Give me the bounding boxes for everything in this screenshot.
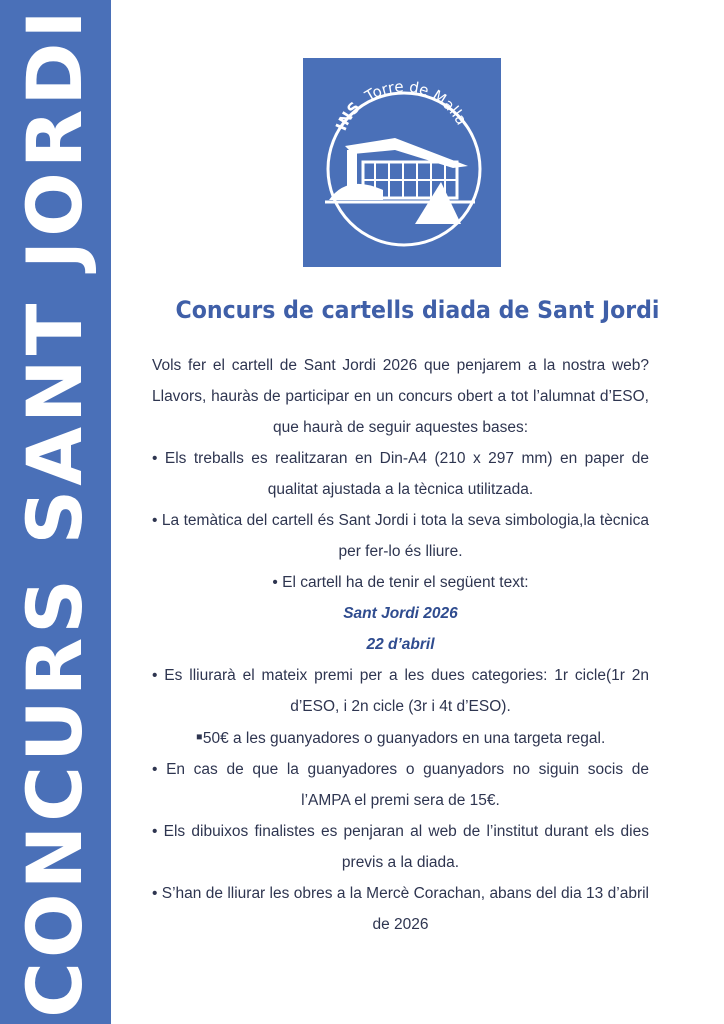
square-bullet-icon: ▪ (195, 726, 203, 748)
rule-prize-categories: • Es lliurarà el mateix premi per a les dues categories: 1r cicle(1r 2n d’ESO, i 2n cicle (3r i 4t d’ESO). (152, 667, 649, 715)
page-title: Concurs de cartells diada de Sant Jordi (175, 296, 660, 324)
vertical-title: CONCURS SANT JORDI (10, 6, 99, 1018)
building-icon (325, 138, 475, 224)
required-text-line-1: Sant Jordi 2026 (343, 605, 458, 622)
rule-theme: • La temàtica del cartell és Sant Jordi i tota la seva simbologia,la tècnica per fer-lo és lliure. (152, 512, 649, 560)
prize-amount-text: 50€ a les guanyadores o guanyadors en una targeta regal. (202, 730, 606, 747)
rule-text-intro: • El cartell ha de tenir el següent text: (272, 574, 529, 591)
logo-name: Torre de Malla (361, 77, 471, 129)
rule-ampa: • En cas de que la guanyadores o guanyadors no siguin socis de l’AMPA el premi sera de 15€. (152, 761, 649, 809)
rule-format: • Els treballs es realitzaran en Din-A4 (210 x 297 mm) en paper de qualitat ajustada a la tècnica utilitzada. (152, 450, 649, 498)
rule-delivery: • S’han de lliurar les obres a la Mercè Corachan, abans del dia 13 d’abril de 2026 (152, 885, 649, 933)
intro-paragraph: Vols fer el cartell de Sant Jordi 2026 que penjarem a la nostra web? Llavors, hauràs de participar en un concurs obert a tot l’alumnat d’ESO, que haurà de seguir aquestes bases: (152, 357, 649, 436)
contest-rules (152, 350, 649, 940)
logo-arc-text (332, 77, 471, 133)
logo-prefix: INS (332, 98, 364, 134)
required-text-line-2: 22 d’abril (366, 636, 435, 653)
rule-prize-amount (152, 722, 649, 754)
school-logo-graphic (303, 58, 501, 267)
rule-finalists: • Els dibuixos finalistes es penjaran al web de l’institut durant els dies previs a la diada. (152, 823, 649, 871)
school-logo (303, 58, 501, 267)
side-band (0, 0, 111, 1024)
